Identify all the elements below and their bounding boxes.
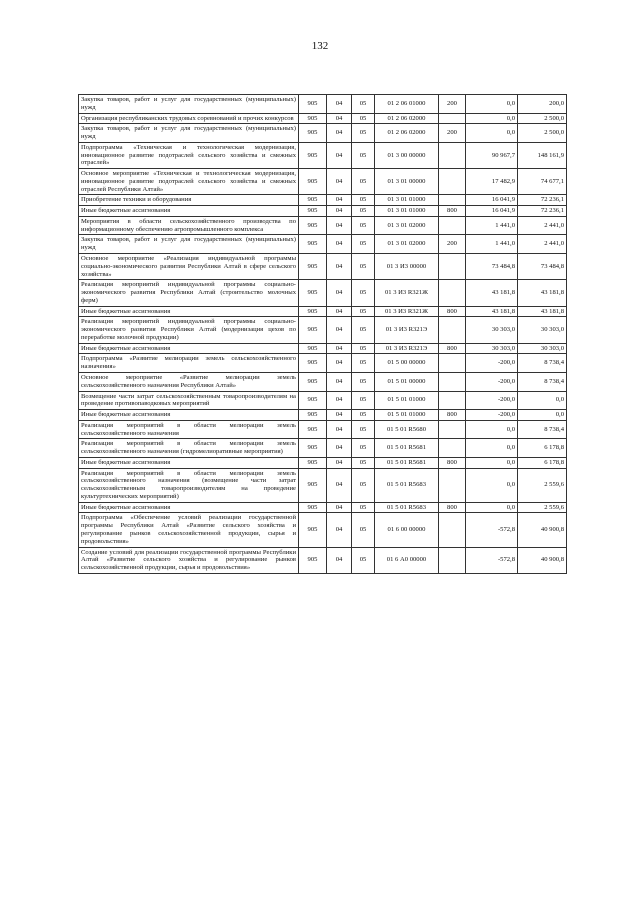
table-row [79, 95, 567, 114]
section-code: 04 [327, 280, 352, 306]
amount-change: 1 441,0 [466, 216, 518, 235]
ved-code: 905 [299, 235, 327, 254]
ved-code: 905 [299, 206, 327, 217]
row-name: Реализация мероприятий в области мелиорации земель сельскохозяйственного назначения (гидромелиоративные мероприятия) [79, 439, 299, 458]
expense-type-code: 200 [439, 95, 466, 114]
row-name: Мероприятия в области сельскохозяйственного производства по информационному обеспечению агропромышленного комплекса [79, 216, 299, 235]
subsection-code: 05 [352, 547, 375, 573]
section-code: 04 [327, 547, 352, 573]
subsection-code: 05 [352, 169, 375, 195]
amount-total: 2 500,0 [518, 113, 567, 124]
table-row [79, 410, 567, 421]
target-article-code: 01 5 01 00000 [375, 372, 439, 391]
target-article-code: 01 3 01 02000 [375, 235, 439, 254]
page-number: 132 [311, 40, 329, 52]
subsection-code: 05 [352, 420, 375, 439]
row-name: Реализация мероприятий в области мелиорации земель сельскохозяйственного назначения [79, 420, 299, 439]
table-row [79, 216, 567, 235]
subsection-code: 05 [352, 113, 375, 124]
amount-total: 74 677,1 [518, 169, 567, 195]
row-name: Иные бюджетные ассигнования [79, 206, 299, 217]
table-row [79, 343, 567, 354]
amount-total: 0,0 [518, 391, 567, 410]
expense-type-code: 800 [439, 410, 466, 421]
table-row [79, 280, 567, 306]
row-name: Иные бюджетные ассигнования [79, 502, 299, 513]
table-row [79, 372, 567, 391]
ved-code: 905 [299, 547, 327, 573]
target-article-code: 01 3 И3 00000 [375, 254, 439, 280]
subsection-code: 05 [352, 124, 375, 143]
amount-total: 43 181,8 [518, 306, 567, 317]
target-article-code: 01 5 01 R5681 [375, 439, 439, 458]
amount-change: -200,0 [466, 410, 518, 421]
expense-type-code: 800 [439, 306, 466, 317]
target-article-code: 01 5 01 R5683 [375, 502, 439, 513]
target-article-code: 01 3 01 01000 [375, 206, 439, 217]
section-code: 04 [327, 235, 352, 254]
amount-change: 0,0 [466, 420, 518, 439]
section-code: 04 [327, 169, 352, 195]
expense-type-code [439, 468, 466, 502]
row-name: Приобретение техники и оборудования [79, 195, 299, 206]
table-row [79, 391, 567, 410]
table-row [79, 547, 567, 573]
ved-code: 905 [299, 306, 327, 317]
amount-change: -572,8 [466, 513, 518, 547]
expense-type-code: 800 [439, 206, 466, 217]
table-row [79, 113, 567, 124]
target-article-code: 01 3 01 01000 [375, 195, 439, 206]
target-article-code: 01 5 01 R5680 [375, 420, 439, 439]
amount-change: 0,0 [466, 124, 518, 143]
amount-total: 30 303,0 [518, 343, 567, 354]
row-name: Реализация мероприятий в области мелиорации земель сельскохозяйственного назначения (возмещение части затрат сельскохозяйственным товаропроизводителям на проведение культуртехнических мероприятий) [79, 468, 299, 502]
expense-type-code [439, 142, 466, 168]
subsection-code: 05 [352, 317, 375, 343]
subsection-code: 05 [352, 372, 375, 391]
target-article-code: 01 5 01 R5681 [375, 457, 439, 468]
amount-total: 2 559,6 [518, 468, 567, 502]
target-article-code: 01 2 06 01000 [375, 95, 439, 114]
amount-change: -200,0 [466, 354, 518, 373]
amount-change: 30 303,0 [466, 343, 518, 354]
amount-total: 6 178,8 [518, 439, 567, 458]
subsection-code: 05 [352, 306, 375, 317]
amount-change: 0,0 [466, 439, 518, 458]
section-code: 04 [327, 216, 352, 235]
budget-table [78, 94, 567, 574]
ved-code: 905 [299, 142, 327, 168]
row-name: Иные бюджетные ассигнования [79, 410, 299, 421]
subsection-code: 05 [352, 280, 375, 306]
section-code: 04 [327, 317, 352, 343]
amount-change: 0,0 [466, 502, 518, 513]
amount-total: 43 181,8 [518, 280, 567, 306]
amount-change: 1 441,0 [466, 235, 518, 254]
table-row [79, 354, 567, 373]
ved-code: 905 [299, 391, 327, 410]
target-article-code: 01 6 А0 00000 [375, 547, 439, 573]
ved-code: 905 [299, 124, 327, 143]
row-name: Реализация мероприятий индивидуальной программы социально-экономического развития Республики Алтай (модернизация цехов по переработке молочной продукции) [79, 317, 299, 343]
subsection-code: 05 [352, 410, 375, 421]
ved-code: 905 [299, 439, 327, 458]
row-name: Основное мероприятие «Техническая и технологическая модернизация, инновационное развитие подотраслей сельского хозяйства и смежных отраслей Республики Алтай» [79, 169, 299, 195]
expense-type-code [439, 513, 466, 547]
table-row [79, 124, 567, 143]
row-name: Возмещение части затрат сельскохозяйственным товаропроизводителям на проведение противопаводковых мероприятий [79, 391, 299, 410]
row-name: Иные бюджетные ассигнования [79, 457, 299, 468]
subsection-code: 05 [352, 206, 375, 217]
ved-code: 905 [299, 169, 327, 195]
row-name: Создание условий для реализации государственной программы Республики Алтай «Развитие сельского хозяйства и регулирование рынков сельскохозяйственной продукции, сырья и продовольствия» [79, 547, 299, 573]
amount-change: 17 482,9 [466, 169, 518, 195]
expense-type-code [439, 372, 466, 391]
section-code: 04 [327, 439, 352, 458]
amount-total: 2 441,0 [518, 216, 567, 235]
row-name: Реализация мероприятий индивидуальной программы социально-экономического развития Республики Алтай (строительство молочных ферм) [79, 280, 299, 306]
amount-change: 90 967,7 [466, 142, 518, 168]
subsection-code: 05 [352, 235, 375, 254]
amount-change: 73 484,8 [466, 254, 518, 280]
section-code: 04 [327, 206, 352, 217]
amount-change: 43 181,8 [466, 306, 518, 317]
row-name: Закупка товаров, работ и услуг для государственных (муниципальных) нужд [79, 95, 299, 114]
amount-total: 8 738,4 [518, 354, 567, 373]
target-article-code: 01 5 01 01000 [375, 391, 439, 410]
target-article-code: 01 6 00 00000 [375, 513, 439, 547]
section-code: 04 [327, 372, 352, 391]
section-code: 04 [327, 391, 352, 410]
ved-code: 905 [299, 468, 327, 502]
subsection-code: 05 [352, 195, 375, 206]
expense-type-code: 200 [439, 235, 466, 254]
ved-code: 905 [299, 354, 327, 373]
row-name: Основное мероприятие «Реализация индивидуальной программы социально-экономического развития Республики Алтай в сфере сельского хозяйства» [79, 254, 299, 280]
expense-type-code [439, 280, 466, 306]
amount-change: 0,0 [466, 113, 518, 124]
subsection-code: 05 [352, 354, 375, 373]
table-row [79, 457, 567, 468]
expense-type-code [439, 254, 466, 280]
expense-type-code [439, 113, 466, 124]
amount-total: 72 236,1 [518, 195, 567, 206]
table-row [79, 317, 567, 343]
subsection-code: 05 [352, 391, 375, 410]
ved-code: 905 [299, 343, 327, 354]
expense-type-code [439, 547, 466, 573]
amount-change: -200,0 [466, 372, 518, 391]
expense-type-code: 200 [439, 124, 466, 143]
target-article-code: 01 5 00 00000 [375, 354, 439, 373]
section-code: 04 [327, 113, 352, 124]
ved-code: 905 [299, 280, 327, 306]
section-code: 04 [327, 354, 352, 373]
section-code: 04 [327, 254, 352, 280]
target-article-code: 01 5 01 01000 [375, 410, 439, 421]
amount-total: 2 500,0 [518, 124, 567, 143]
ved-code: 905 [299, 372, 327, 391]
amount-total: 6 178,8 [518, 457, 567, 468]
amount-change: 16 041,9 [466, 195, 518, 206]
amount-total: 8 738,4 [518, 420, 567, 439]
subsection-code: 05 [352, 254, 375, 280]
row-name: Иные бюджетные ассигнования [79, 343, 299, 354]
amount-change: 0,0 [466, 95, 518, 114]
amount-change: -572,8 [466, 547, 518, 573]
amount-change: 0,0 [466, 457, 518, 468]
table-row [79, 420, 567, 439]
target-article-code: 01 3 00 00000 [375, 142, 439, 168]
table-row [79, 142, 567, 168]
ved-code: 905 [299, 216, 327, 235]
table-row [79, 513, 567, 547]
table-row [79, 468, 567, 502]
ved-code: 905 [299, 113, 327, 124]
section-code: 04 [327, 306, 352, 317]
table-row [79, 254, 567, 280]
target-article-code: 01 2 06 02000 [375, 113, 439, 124]
table-row [79, 235, 567, 254]
section-code: 04 [327, 410, 352, 421]
ved-code: 905 [299, 457, 327, 468]
amount-change: 43 181,8 [466, 280, 518, 306]
section-code: 04 [327, 457, 352, 468]
expense-type-code: 800 [439, 457, 466, 468]
amount-total: 8 738,4 [518, 372, 567, 391]
target-article-code: 01 3 И3 R321Ж [375, 306, 439, 317]
subsection-code: 05 [352, 502, 375, 513]
amount-change: -200,0 [466, 391, 518, 410]
expense-type-code [439, 391, 466, 410]
amount-total: 2 441,0 [518, 235, 567, 254]
section-code: 04 [327, 343, 352, 354]
ved-code: 905 [299, 420, 327, 439]
amount-total: 200,0 [518, 95, 567, 114]
row-name: Основное мероприятие «Развитие мелиорации земель сельскохозяйственного назначения Республики Алтай» [79, 372, 299, 391]
ved-code: 905 [299, 254, 327, 280]
ved-code: 905 [299, 317, 327, 343]
amount-total: 40 900,8 [518, 547, 567, 573]
expense-type-code: 800 [439, 502, 466, 513]
amount-total: 0,0 [518, 410, 567, 421]
row-name: Закупка товаров, работ и услуг для государственных (муниципальных) нужд [79, 124, 299, 143]
table-row [79, 206, 567, 217]
section-code: 04 [327, 195, 352, 206]
expense-type-code [439, 195, 466, 206]
row-name: Подпрограмма «Обеспечение условий реализации государственной программы Республики Алтай «Развитие сельского хозяйства и регулирование рынков сельскохозяйственной продукции, сырья и продовольствия» [79, 513, 299, 547]
table-row [79, 439, 567, 458]
ved-code: 905 [299, 502, 327, 513]
expense-type-code [439, 354, 466, 373]
ved-code: 905 [299, 195, 327, 206]
subsection-code: 05 [352, 468, 375, 502]
section-code: 04 [327, 142, 352, 168]
section-code: 04 [327, 468, 352, 502]
ved-code: 905 [299, 513, 327, 547]
table-row [79, 502, 567, 513]
amount-change: 30 303,0 [466, 317, 518, 343]
amount-total: 2 559,6 [518, 502, 567, 513]
ved-code: 905 [299, 410, 327, 421]
target-article-code: 01 3 И3 R321Ж [375, 280, 439, 306]
subsection-code: 05 [352, 457, 375, 468]
expense-type-code [439, 216, 466, 235]
row-name: Подпрограмма «Развитие мелиорации земель сельскохозяйственного назначения» [79, 354, 299, 373]
section-code: 04 [327, 502, 352, 513]
target-article-code: 01 5 01 R5683 [375, 468, 439, 502]
amount-total: 40 900,8 [518, 513, 567, 547]
target-article-code: 01 3 01 00000 [375, 169, 439, 195]
subsection-code: 05 [352, 216, 375, 235]
target-article-code: 01 2 06 02000 [375, 124, 439, 143]
target-article-code: 01 3 01 02000 [375, 216, 439, 235]
row-name: Иные бюджетные ассигнования [79, 306, 299, 317]
amount-total: 72 236,1 [518, 206, 567, 217]
table-row [79, 306, 567, 317]
section-code: 04 [327, 124, 352, 143]
row-name: Подпрограмма «Техническая и технологическая модернизация, инновационное развитие подотраслей сельского хозяйства и смежных отраслей» [79, 142, 299, 168]
row-name: Закупка товаров, работ и услуг для государственных (муниципальных) нужд [79, 235, 299, 254]
amount-change: 16 041,9 [466, 206, 518, 217]
expense-type-code [439, 420, 466, 439]
table-row [79, 195, 567, 206]
subsection-code: 05 [352, 439, 375, 458]
subsection-code: 05 [352, 142, 375, 168]
amount-total: 30 303,0 [518, 317, 567, 343]
expense-type-code [439, 439, 466, 458]
subsection-code: 05 [352, 513, 375, 547]
amount-total: 73 484,8 [518, 254, 567, 280]
section-code: 04 [327, 513, 352, 547]
row-name: Организация республиканских трудовых соревнований и прочих конкурсов [79, 113, 299, 124]
target-article-code: 01 3 И3 R321Э [375, 317, 439, 343]
expense-type-code: 800 [439, 343, 466, 354]
subsection-code: 05 [352, 343, 375, 354]
target-article-code: 01 3 И3 R321Э [375, 343, 439, 354]
amount-change: 0,0 [466, 468, 518, 502]
section-code: 04 [327, 420, 352, 439]
expense-type-code [439, 317, 466, 343]
expense-type-code [439, 169, 466, 195]
amount-total: 148 161,9 [518, 142, 567, 168]
table-row [79, 169, 567, 195]
section-code: 04 [327, 95, 352, 114]
subsection-code: 05 [352, 95, 375, 114]
ved-code: 905 [299, 95, 327, 114]
